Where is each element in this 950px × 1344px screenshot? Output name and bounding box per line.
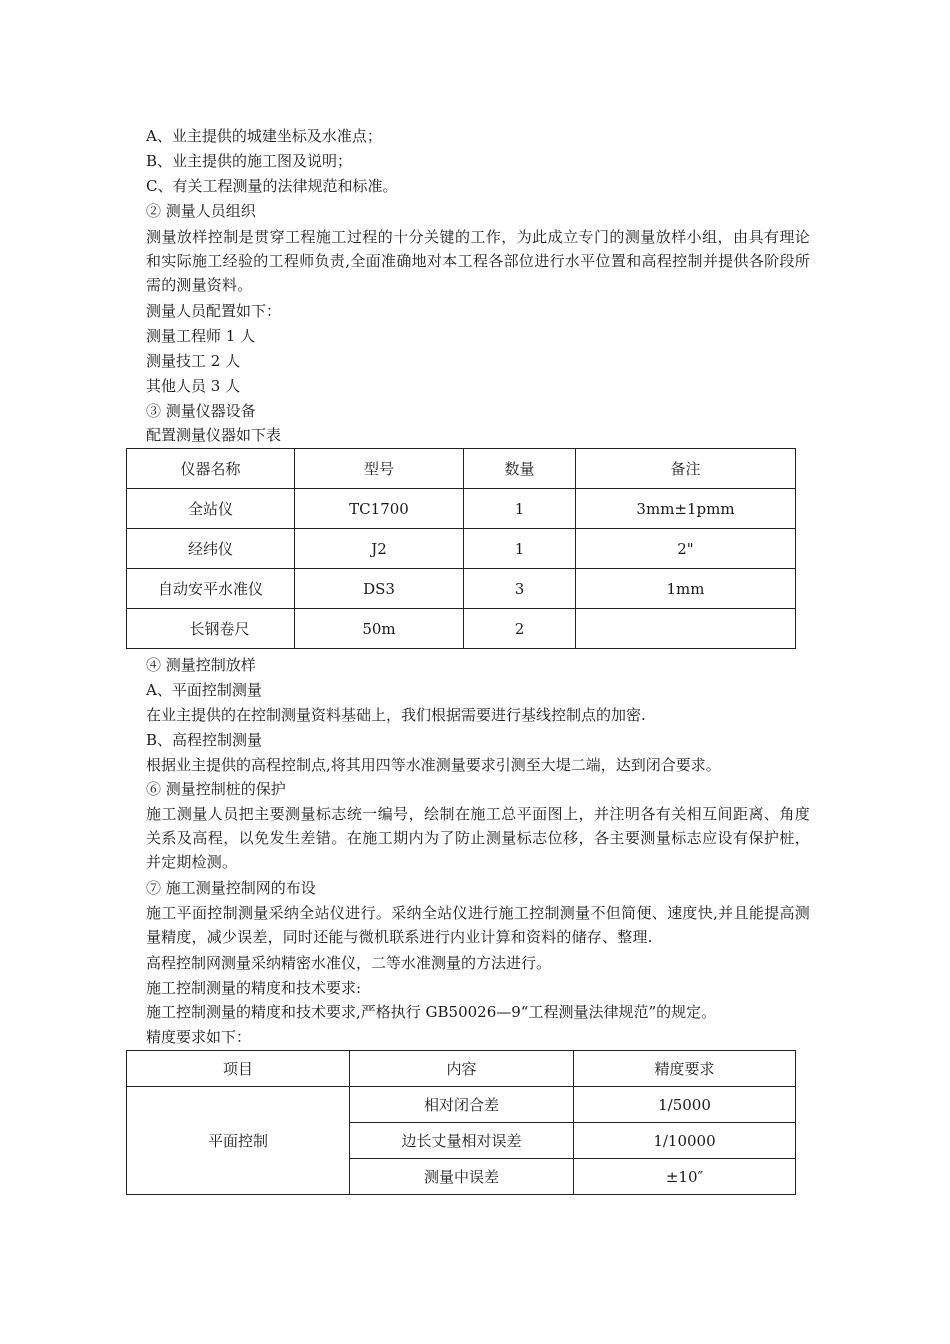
- cell-quantity: 1: [464, 529, 576, 569]
- section-layout-heading: ④ 测量控制放样: [146, 656, 256, 674]
- plane-control-paragraph: 在业主提供的在控制测量资料基础上，我们根据需要进行基线控制点的加密.: [146, 706, 646, 724]
- cell-content: 相对闭合差: [350, 1087, 574, 1123]
- header-quantity: 数量: [464, 449, 576, 489]
- item-a-coordinates: A、业主提供的城建坐标及水准点；: [146, 127, 382, 145]
- staff-engineer: 测量工程师 1 人: [146, 327, 256, 345]
- cell-model: DS3: [295, 569, 464, 609]
- table-row: [127, 609, 796, 649]
- header-note: 备注: [576, 449, 796, 489]
- item-c-standards: C、有关工程测量的法律规范和标准。: [146, 177, 398, 195]
- staff-organization-paragraph: 测量放样控制是贯穿工程施工过程的十分关键的工作，为此成立专门的测量放样小组，由具有理论和实际施工经验的工程师负责,全面准确地对本工程各部位进行水平位置和高程控制并提供各阶段所需的测量资料。: [146, 228, 810, 294]
- header-name: 仪器名称: [127, 449, 295, 489]
- table-header-row: [127, 449, 796, 489]
- cell-content: 测量中误差: [350, 1159, 574, 1195]
- header-item: 项目: [127, 1051, 350, 1087]
- cell-accuracy: 1/10000: [574, 1123, 796, 1159]
- cell-group-plane-control: 平面控制: [127, 1087, 350, 1195]
- staff-other: 其他人员 3 人: [146, 377, 241, 395]
- table-row: [127, 569, 796, 609]
- accuracy-intro: 精度要求如下：: [146, 1028, 252, 1046]
- height-control-paragraph: 根据业主提供的高程控制点,将其用四等水准测量要求引测至大堤二端，达到闭合要求。: [146, 756, 721, 774]
- equipment-intro: 配置测量仪器如下表: [146, 426, 282, 444]
- accuracy-title: 施工控制测量的精度和技术要求:: [146, 979, 362, 997]
- item-a-plane-control: A、平面控制测量: [146, 681, 262, 699]
- item-b-drawings: B、业主提供的施工图及说明；: [146, 152, 353, 170]
- level-network-paragraph: 高程控制网测量采纳精密水准仪，二等水准测量的方法进行。: [146, 954, 552, 972]
- table-row: [127, 529, 796, 569]
- section-protection-heading: ⑥ 测量控制桩的保护: [146, 780, 286, 798]
- cell-model: J2: [295, 529, 464, 569]
- header-content: 内容: [350, 1051, 574, 1087]
- cell-quantity: 2: [464, 609, 576, 649]
- table-row: [127, 1087, 796, 1123]
- cell-model: 50m: [295, 609, 464, 649]
- cell-model: TC1700: [295, 489, 464, 529]
- table-header-row: [127, 1051, 796, 1087]
- cell-content: 边长丈量相对误差: [350, 1123, 574, 1159]
- protection-paragraph: 施工测量人员把主要测量标志统一编号，绘制在施工总平面图上，并注明各有关相互间距离、角度关系及高程，以免发生差错。在施工期内为了防止测量标志位移，各主要测量标志应设有保护桩，并定期检测。: [146, 805, 810, 871]
- section-staff-heading: ② 测量人员组织: [146, 202, 256, 220]
- header-accuracy: 精度要求: [574, 1051, 796, 1087]
- section-network-heading: ⑦ 施工测量控制网的布设: [146, 879, 316, 897]
- cell-accuracy: ±10″: [574, 1159, 796, 1195]
- instrument-table: [126, 448, 796, 649]
- cell-accuracy: 1/5000: [574, 1087, 796, 1123]
- section-equipment-heading: ③ 测量仪器设备: [146, 402, 256, 420]
- cell-note: 1mm: [576, 569, 796, 609]
- staff-intro: 测量人员配置如下：: [146, 302, 282, 320]
- item-b-height-control: B、高程控制测量: [146, 731, 263, 749]
- header-model: 型号: [295, 449, 464, 489]
- cell-quantity: 1: [464, 489, 576, 529]
- cell-quantity: 3: [464, 569, 576, 609]
- cell-name: 自动安平水准仪: [127, 569, 295, 609]
- cell-name: 经纬仪: [127, 529, 295, 569]
- accuracy-table: [126, 1050, 796, 1195]
- accuracy-paragraph: 施工控制测量的精度和技术要求,严格执行 GB50026—9“工程测量法律规范”的规定。: [146, 1003, 717, 1021]
- cell-note: 2": [576, 529, 796, 569]
- network-paragraph: 施工平面控制测量采纳全站仪进行。采纳全站仪进行施工控制测量不但简便、速度快,并且能提高测量精度，减少误差，同时还能与微机联系进行内业计算和资料的储存、整理.: [146, 904, 810, 946]
- cell-name: 长钢卷尺: [127, 609, 295, 649]
- staff-technician: 测量技工 2 人: [146, 352, 241, 370]
- table-row: [127, 489, 796, 529]
- cell-note: [576, 609, 796, 649]
- cell-note: 3mm±1pmm: [576, 489, 796, 529]
- cell-name: 全站仪: [127, 489, 295, 529]
